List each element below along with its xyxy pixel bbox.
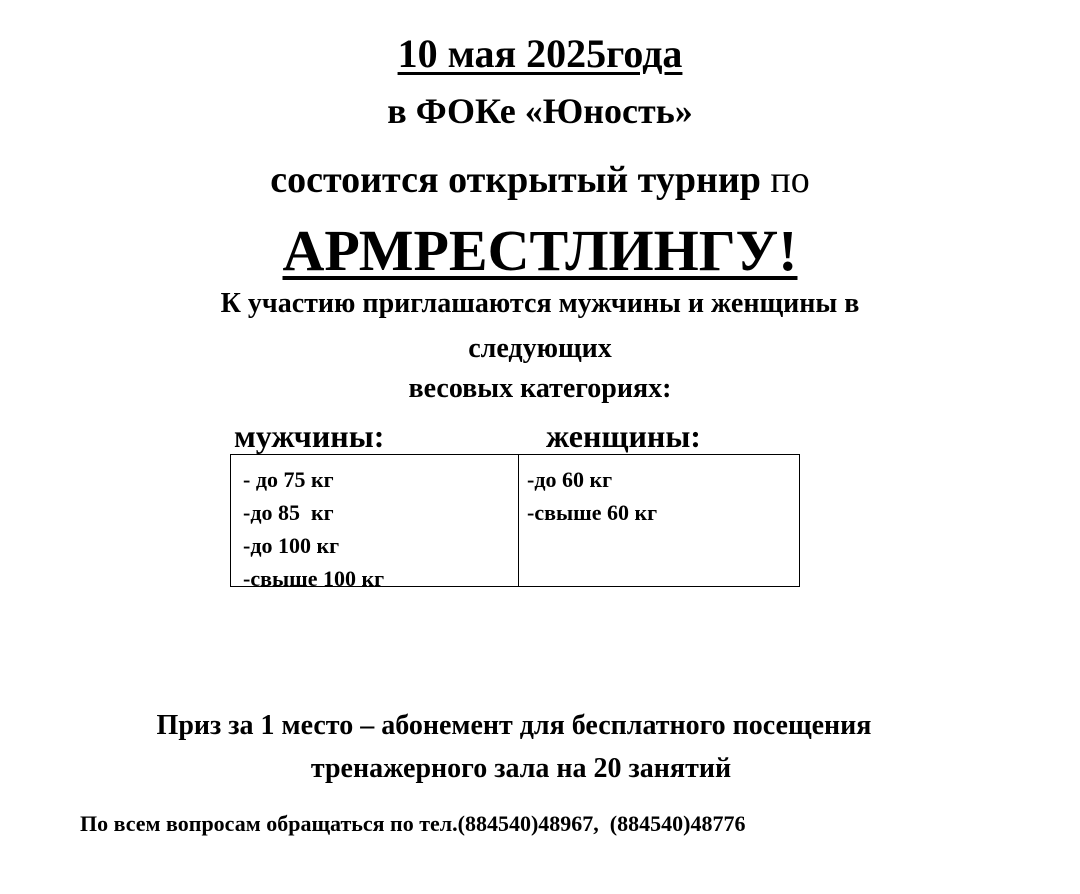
event-date-text: 10 мая 2025года (397, 31, 683, 76)
contact-info: По всем вопросам обращаться по тел.(884540)48967, (884540)48776 (80, 811, 746, 836)
women-heading: женщины: (546, 418, 701, 454)
sport-title (0, 218, 1080, 283)
prize-line-2: тренажерного зала на 20 занятий (310, 753, 732, 784)
men-category-item: -до 100 кг (243, 533, 340, 558)
women-category-item: -до 60 кг (527, 467, 613, 492)
event-venue: в ФОКе «Юность» (387, 91, 693, 131)
men-category-item: - до 75 кг (243, 467, 334, 492)
sport-title-text: АРМРЕСТЛИНГУ! (282, 218, 798, 283)
men-categories-cell (231, 455, 519, 591)
women-category-item: -свыше 60 кг (527, 500, 658, 525)
announcement-text: состоится открытый турнир (270, 159, 761, 201)
announcement-tail: по (770, 159, 810, 201)
event-announcement (0, 161, 1080, 199)
weight-categories-table (230, 454, 800, 591)
invite-line-3: весовых категориях: (408, 373, 672, 404)
invite-line-2: следующих (468, 333, 612, 364)
prize-line-1: Приз за 1 место – абонемент для бесплатного посещения (156, 710, 872, 741)
event-date (0, 31, 1080, 76)
women-categories-cell (519, 455, 799, 586)
men-category-item: -до 85 кг (243, 500, 334, 525)
invite-line-1: К участию приглашаются мужчины и женщины в (220, 288, 860, 319)
men-heading: мужчины: (234, 418, 385, 454)
men-category-item: -свыше 100 кг (243, 566, 385, 591)
